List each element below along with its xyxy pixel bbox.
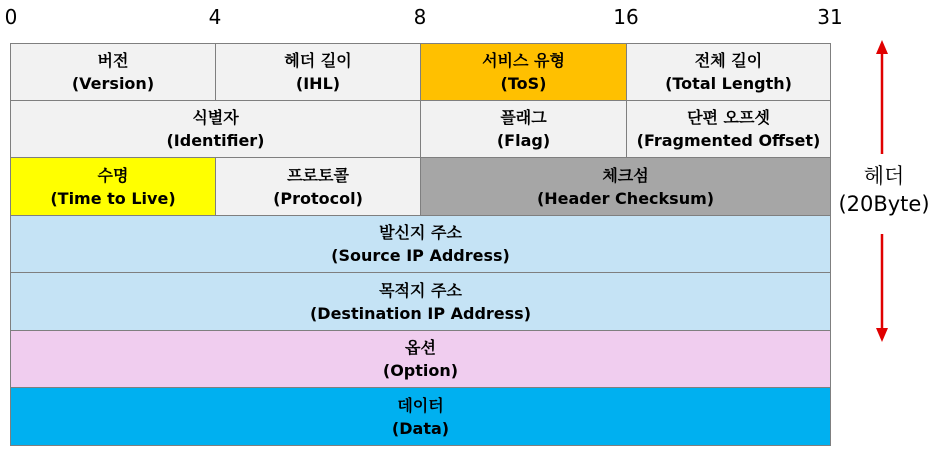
field-ttl	[10, 157, 216, 216]
field-flag-en: (Flag)	[496, 131, 551, 150]
field-option	[10, 330, 831, 388]
field-flag	[420, 100, 627, 158]
field-version-en: (Version)	[71, 74, 155, 93]
field-protocol-en: (Protocol)	[273, 188, 363, 208]
field-fragment-offset-ko: 단편 오프셋	[687, 108, 770, 127]
field-ttl-en: (Time to Live)	[50, 188, 176, 208]
field-ihl-ko: 헤더 길이	[284, 51, 352, 70]
field-identifier-ko: 식별자	[192, 108, 239, 127]
field-checksum-ko: 체크섬	[602, 165, 649, 185]
header-size-label-ko: 헤더	[863, 164, 905, 188]
field-data-en: (Data)	[391, 418, 450, 438]
field-tos-ko: 서비스 유형	[482, 51, 565, 70]
field-data-ko: 데이터	[397, 395, 444, 415]
field-data	[10, 387, 831, 446]
field-total-length	[626, 43, 831, 101]
field-protocol	[215, 157, 421, 216]
field-fragment-offset	[626, 100, 831, 158]
field-option-ko: 옵션	[405, 338, 436, 357]
field-version-ko: 버전	[97, 51, 129, 70]
field-tos	[420, 43, 627, 101]
bit-marker-8: 8	[413, 5, 427, 29]
bit-marker-0: 0	[4, 5, 18, 29]
field-destination-ip-ko: 목적지 주소	[379, 280, 462, 300]
field-flag-ko: 플래그	[500, 108, 547, 127]
header-size-label-en: (20Byte)	[838, 192, 930, 216]
field-total-length-ko: 전체 길이	[694, 51, 763, 70]
field-ihl	[215, 43, 421, 101]
header-size-label	[836, 162, 931, 218]
field-checksum-en: (Header Checksum)	[536, 188, 715, 208]
field-identifier-en: (Identifier)	[166, 131, 265, 150]
field-identifier	[10, 100, 421, 158]
field-ttl-ko: 수명	[97, 165, 129, 185]
field-version	[10, 43, 216, 101]
field-fragment-offset-en: (Fragmented Offset)	[636, 131, 821, 150]
bit-marker-4: 4	[208, 5, 222, 29]
field-destination-ip	[10, 272, 831, 331]
field-tos-en: (ToS)	[500, 74, 547, 93]
field-source-ip-en: (Source IP Address)	[331, 246, 510, 265]
field-source-ip-ko: 발신지 주소	[379, 223, 462, 242]
field-destination-ip-en: (Destination IP Address)	[309, 303, 531, 323]
bit-marker-16: 16	[613, 5, 639, 29]
field-protocol-ko: 프로토콜	[287, 165, 349, 185]
field-source-ip	[10, 215, 831, 273]
field-total-length-en: (Total Length)	[665, 74, 792, 93]
field-option-en: (Option)	[382, 361, 459, 380]
field-ihl-en: (IHL)	[295, 74, 341, 93]
bit-marker-31: 31	[817, 5, 843, 29]
field-checksum	[420, 157, 831, 216]
